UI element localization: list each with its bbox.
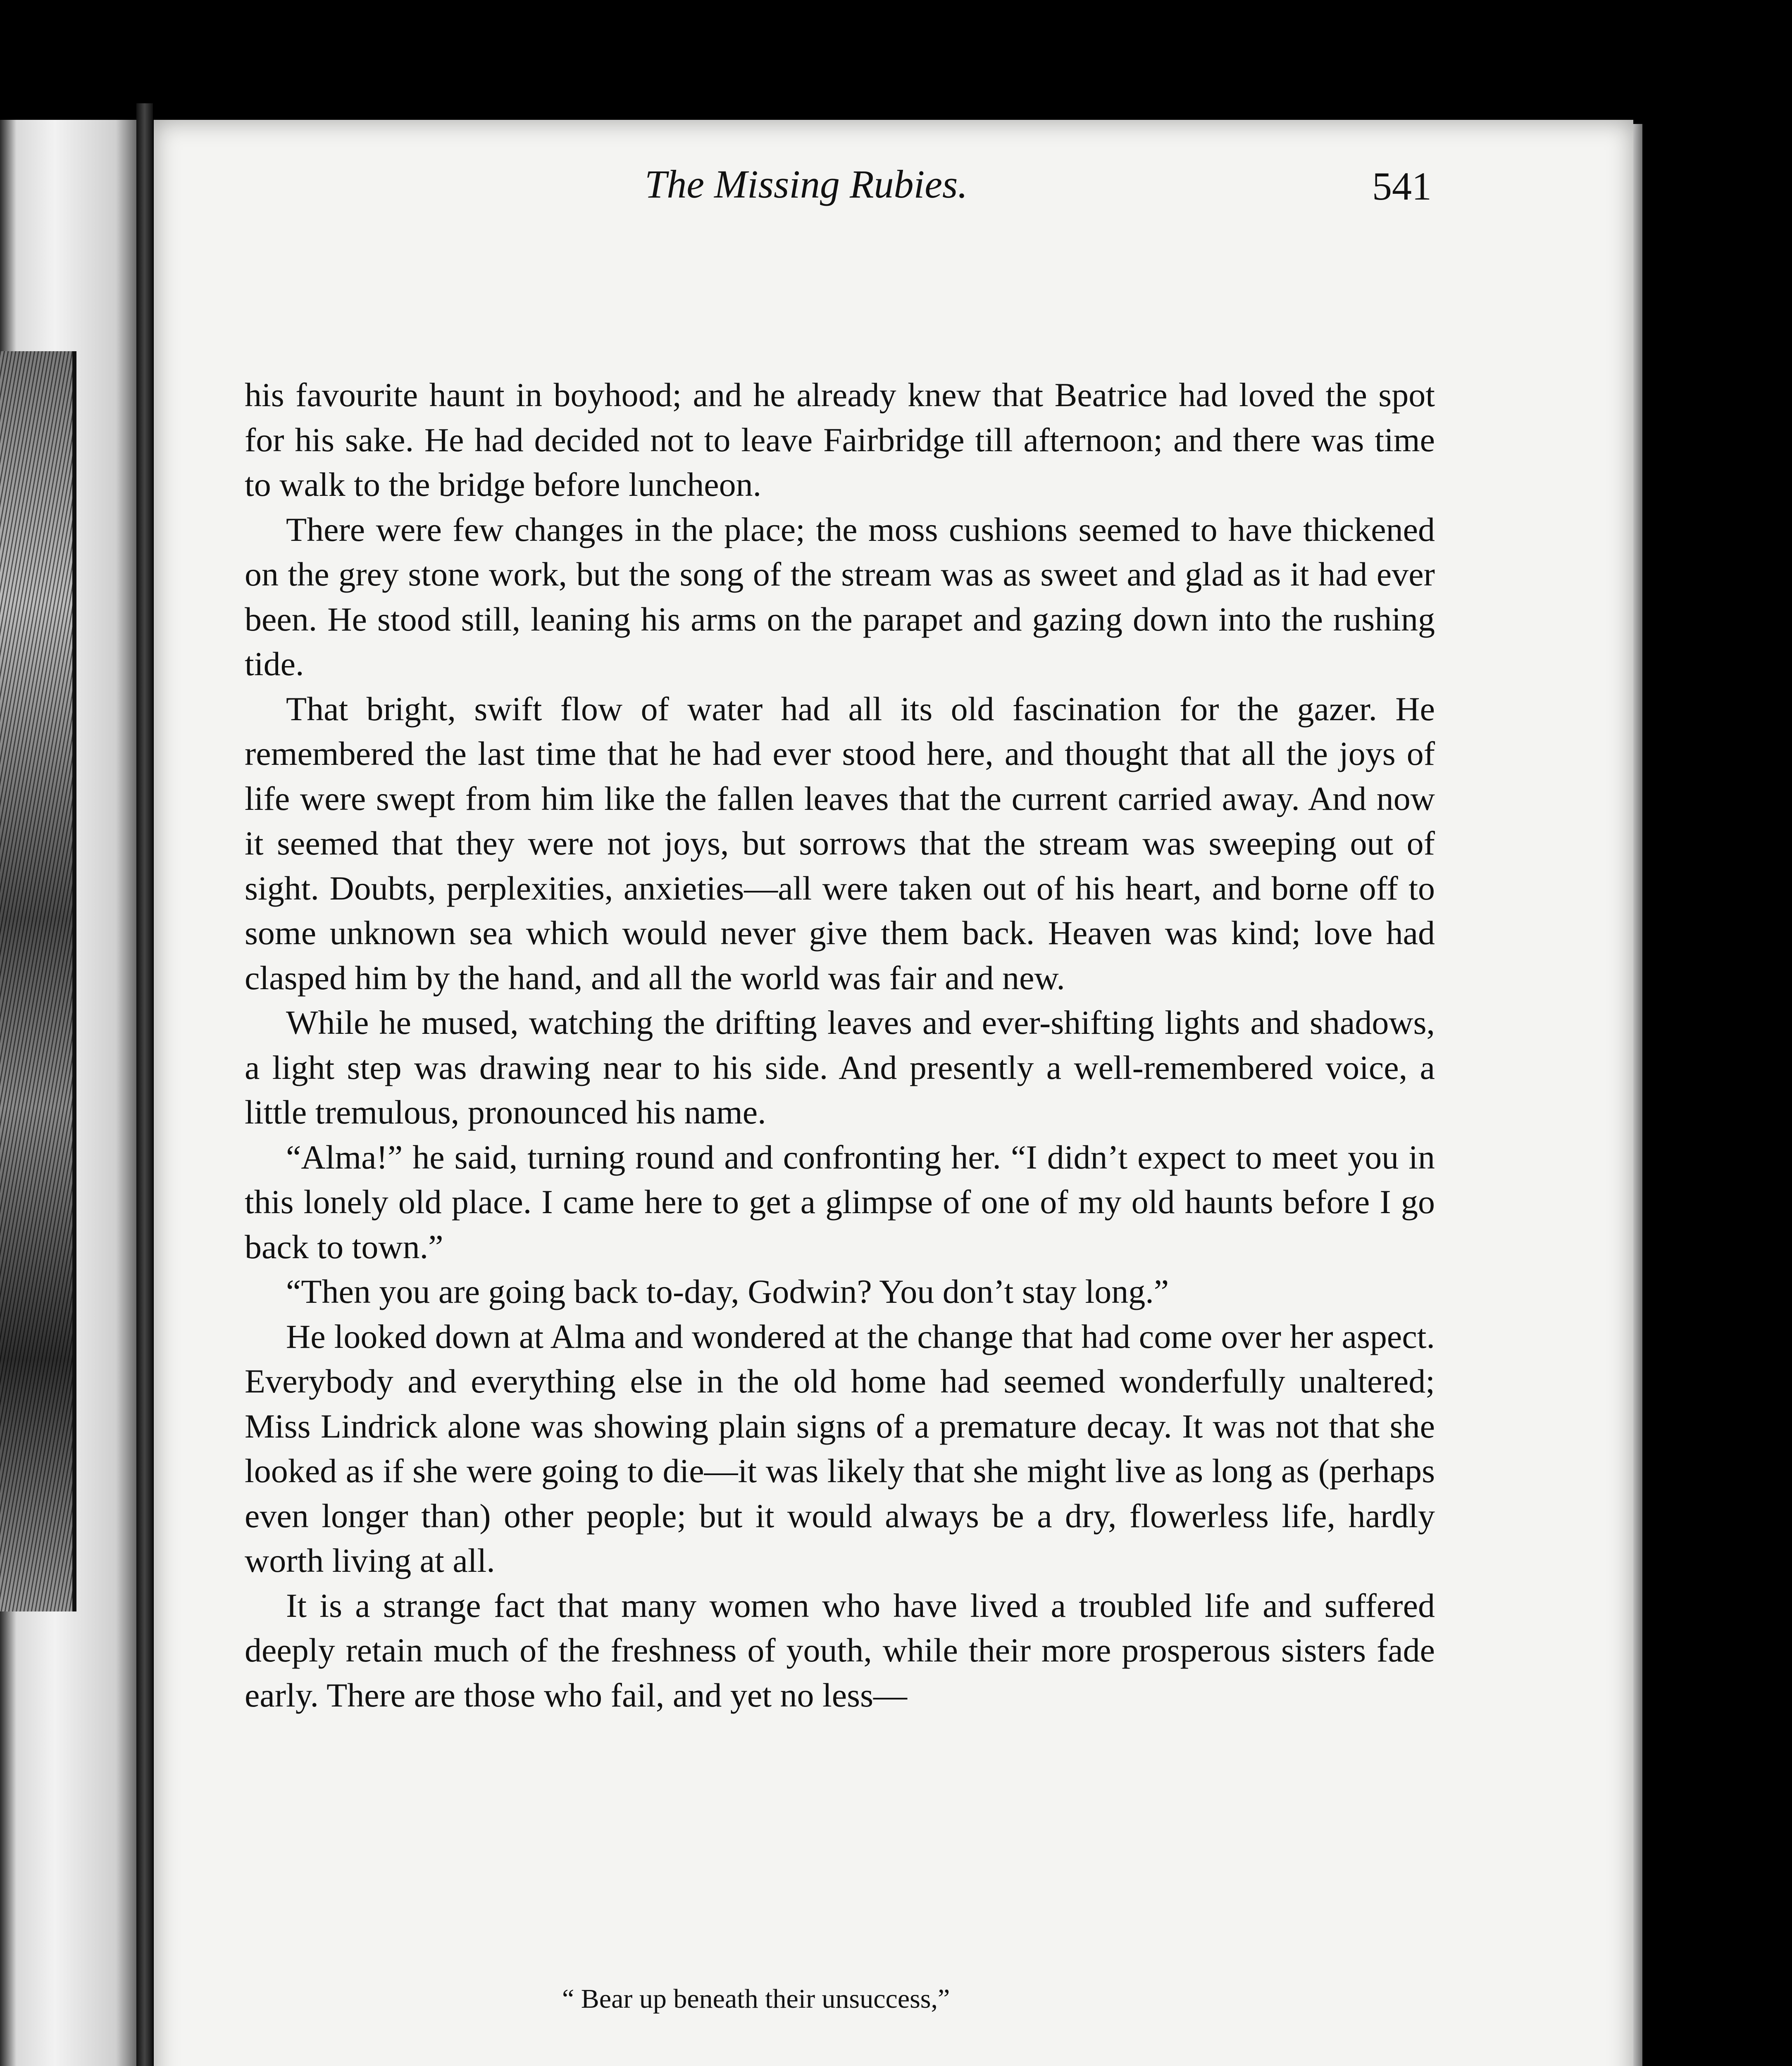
paragraph: He looked down at Alma and wondered at the change that had come over her aspect. Everybody and everything else in the old home had seemed wonderfully unaltered; Miss Lindrick alone was showing plain signs of a premature decay. It was not that she looked as if she were going to die—it was likely that she might live as long as (perhaps even longer than) other people; but it would always be a dry, flowerless life, hardly worth living at all.: [245, 1317, 1435, 1579]
paragraph: “Then you are going back to-day, Godwin? You don’t stay long.”: [286, 1273, 1169, 1310]
paragraph: There were few changes in the place; the moss cushions seemed to have thickened on the grey stone work, but the song of the stream was as sweet and glad as it had ever been. He stood still, leaning his arms on the parapet and gazing down into the rushing tide.: [245, 510, 1435, 683]
book-gutter: [136, 103, 153, 2066]
page-edge: [1633, 124, 1642, 2066]
paragraph: his favourite haunt in boyhood; and he already knew that Beatrice had loved the spot for his sake. He had decided not to leave Fairbridge till afternoon; and there was time to walk to the bridge before luncheon.: [245, 376, 1435, 503]
page-number: 541: [1372, 164, 1432, 208]
paragraph: “Alma!” he said, turning round and confronting her. “I didn’t expect to meet you in this lonely old place. I came here to get a glimpse of one of my old haunts before I go back to town.”: [245, 1138, 1435, 1266]
verse-quotation: “ Bear up beneath their unsuccess,”: [562, 1984, 950, 2014]
paragraph: While he mused, watching the drifting leaves and ever-shifting lights and shadows, a light step was drawing near to his side. And presently a well-remembered voice, a little tremulous, pronounced his name.: [245, 1004, 1435, 1131]
paragraph: It is a strange fact that many women who have lived a troubled life and suffered deeply retain much of the freshness of youth, while their more prosperous sisters fade early. There are those who fail, and yet no less—: [245, 1586, 1435, 1714]
body-text-top: [245, 373, 1435, 1718]
paragraph: That bright, swift flow of water had all its old fascination for the gazer. He remembered the last time that he had ever stood here, and thought that all the joys of life were swept from him like the fallen leaves that the current carried away. And now it seemed that they were not joys, but sorrows that the stream was sweeping out of sight. Doubts, perplexities, anxieties—all were taken out of his heart, and borne off to some unknown sea which would never give them back. Heaven was kind; love had clasped him by the hand, and all the world was fair and new.: [245, 690, 1435, 997]
facing-page-engraving: [0, 351, 76, 1611]
running-head: The Missing Rubies.: [645, 162, 968, 206]
facing-page: [0, 120, 136, 2066]
